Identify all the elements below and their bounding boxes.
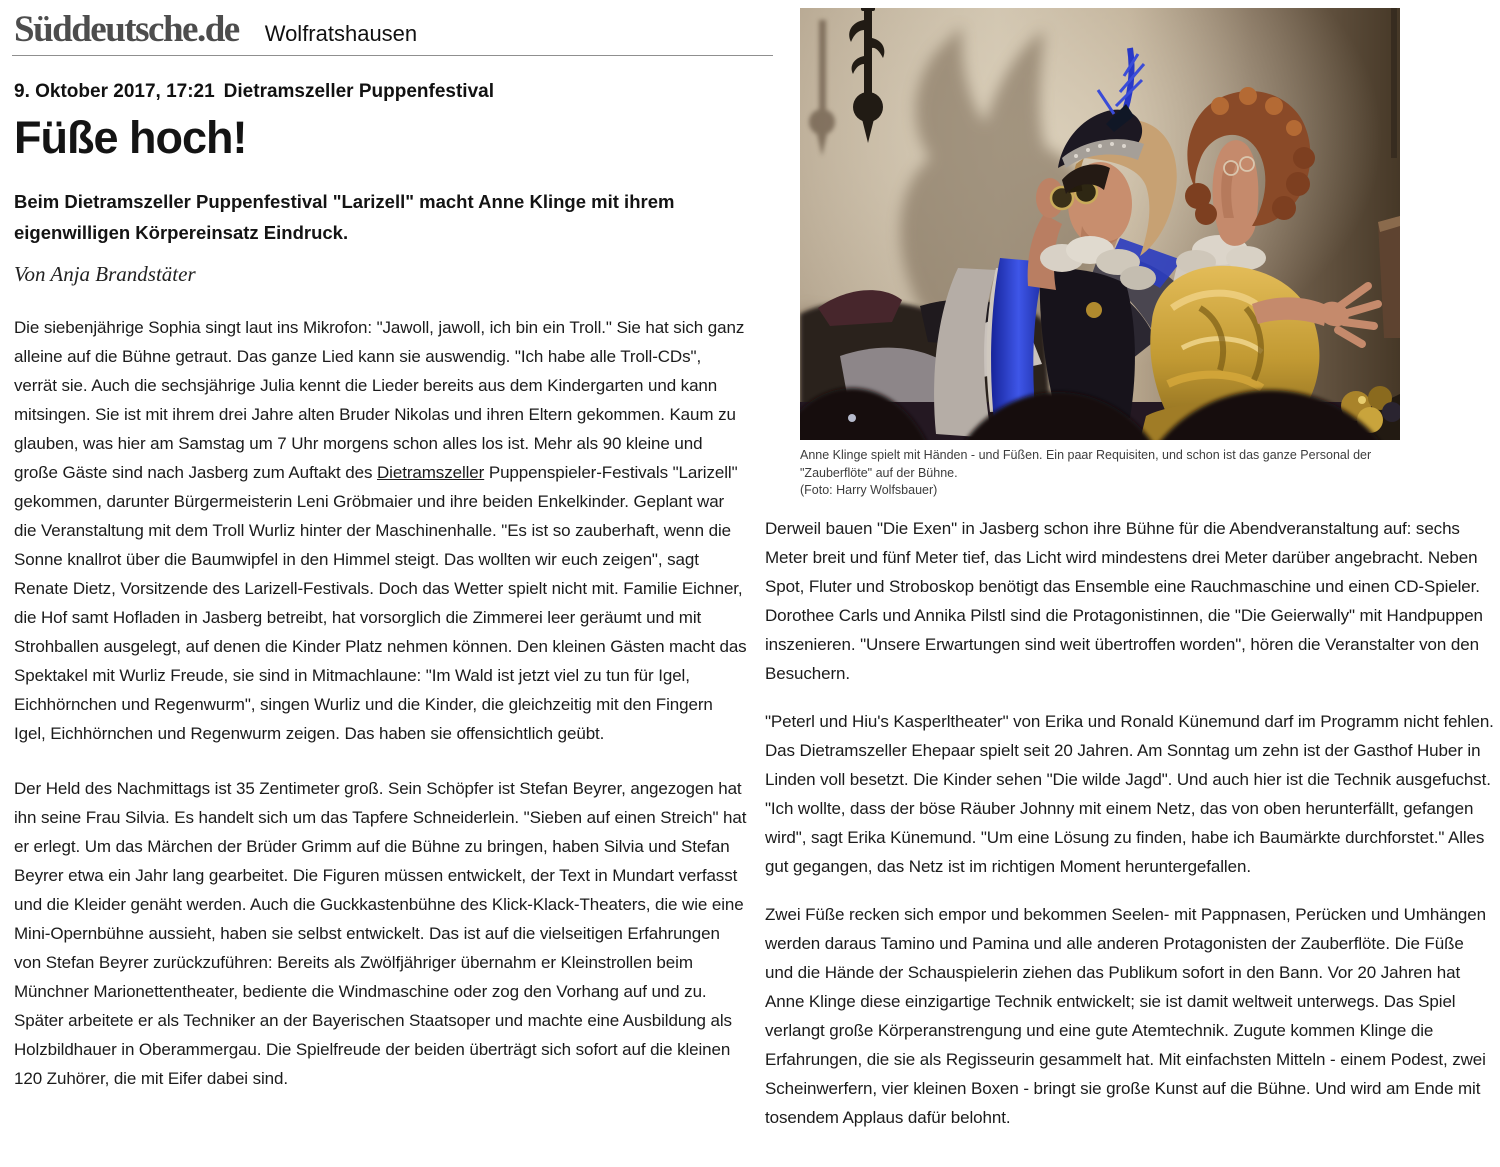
photo-caption (800, 447, 1400, 500)
sueddeutsche-logo[interactable]: Süddeutsche.de (14, 9, 239, 50)
article-paragraph-4: "Peterl und Hiu's Kasperltheater" von Erika und Ronald Künemund darf im Programm nicht fehlen. Das Dietramszeller Ehepaar spielt seit 20 Jahren. Am Sonntag um zehn ist der Gasthof Huber in Linden voll besetzt. Die Kinder sehen "Die wilde Jagd". Und auch hier ist die Technik ausgefuchst. "Ich wollte, dass der böse Räuber Johnny mit einem Netz, das von oben herunterfällt, gefangen wird", sagt Erika Künemund. "Um eine Lösung zu finden, habe ich Baumärkte durchforstet." Alles gut gegangen, das Netz ist im richtigen Moment heruntergefallen. (765, 711, 1494, 876)
article-paragraph-1 (14, 313, 747, 748)
article-left-column (14, 72, 747, 1093)
masthead (14, 8, 417, 51)
photo-caption-text: Anne Klinge spielt mit Händen - und Füßen. Ein paar Requisiten, und schon ist das ganze Personal der "Zauberflöte" auf der Bühne. (800, 448, 1372, 480)
photo-credit: (Foto: Harry Wolfsbauer) (800, 483, 938, 497)
article-date: 9. Oktober 2017, 17:21 (14, 81, 215, 102)
article-right-column (765, 0, 1494, 1132)
article-subheadline: Beim Dietramszeller Puppenfestival "Larizell" macht Anne Klinge mit ihrem eigenwilligen Körpereinsatz Eindruck. (14, 191, 675, 243)
article-figure (800, 8, 1400, 500)
header-divider (12, 55, 773, 56)
section-link-wolfratshausen[interactable]: Wolfratshausen (264, 21, 418, 46)
article-paragraph-5: Zwei Füße recken sich empor und bekommen Seelen- mit Pappnasen, Perücken und Umhängen werden daraus Tamino und Pamina und alle anderen Protagonisten der Zauberflöte. Die Füße und die Hände der Schauspielerin ziehen das Publikum sofort in den Bann. Vor 20 Jahren hat Anne Klinge diese einzigartige Technik entwickelt; sie ist damit weltweit unterwegs. Das Spiel verlangt große Körperanstrengung und eine gute Atemtechnik. Zugute kommen Klinge die Erfahrungen, die sie als Regisseurin gesammelt hat. Mit einfachsten Mitteln - einem Podest, zwei Scheinwerfern, vier kleinen Boxen - bringt sie große Kunst auf die Bühne. Und wird am Ende mit tosendem Applaus dafür belohnt. (765, 904, 1486, 1127)
audience-earring-glint (848, 414, 856, 422)
article-headline: Füße hoch! (14, 112, 247, 163)
dietramszeller-link[interactable]: Dietramszeller (376, 463, 485, 482)
article-byline: Von Anja Brandstäter (14, 262, 196, 286)
paragraph-1-text-after: Puppenspieler-Festivals "Larizell" gekommen, darunter Bürgermeisterin Leni Gröbmaier und ihre beiden Enkelkinder. Geplant war die Veranstaltung mit dem Troll Wurliz hinter der Maschinenhalle. "Es ist so zauberhaft, wenn die Sonne knallrot über die Baumwipfel in den Himmel steigt. Das wollten wir euch zeigen", sagt Renate Dietz, Vorsitzende des Larizell-Festivals. Doch das Wetter spielt nicht mit. Familie Eichner, die Hof samt Hofladen in Jasberg betreibt, hat vorsorglich die Zimmerei leer geräumt und mit Strohballen ausgelegt, auf denen die Kinder Platz nehmen können. Den kleinen Gästen macht das Spektakel mit Wurliz Freude, sie sind in Mitmachlaune: "Im Wald ist jetzt viel zu tun für Igel, Eichhörnchen und Regenwurm", singen Wurliz und die Kinder, die gleichzeitig mit den Fingern Igel, Eichhörnchen und Regenwurm zeigen. Das haben sie offensichtlich geübt. (14, 463, 747, 743)
article-paragraph-2: Der Held des Nachmittags ist 35 Zentimeter groß. Sein Schöpfer ist Stefan Beyrer, angezogen hat ihn seine Frau Silvia. Es handelt sich um das Tapfere Schneiderlein. "Sieben auf einen Streich" hat er erlegt. Um das Märchen der Brüder Grimm auf die Bühne zu bringen, haben Silvia und Stefan Beyrer etwa ein Jahr lang gearbeitet. Die Figuren müssen entwickelt, der Text in Mundart verfasst und die Kleider genäht werden. Auch die Guckkastenbühne des Klick-Klack-Theaters, die wie eine Mini-Opernbühne aussieht, haben sie selbst entwickelt. Das ist auf die vielseitigen Erfahrungen von Stefan Beyrer zurückzuführen: Bereits als Zwölfjähriger übernahm er Kleinstrollen beim Münchner Marionettentheater, bediente die Windmaschine oder zog den Vorhang auf und zu. Später arbeitete er als Techniker an der Bayerischen Staatsoper und machte eine Ausbildung als Holzbildhauer in Oberammergau. Die Spielfreude der beiden überträgt sich sofort auf die kleinen 120 Zuhörer, die mit Eifer dabei sind. (14, 779, 747, 1088)
article-paragraph-3: Derweil bauen "Die Exen" in Jasberg schon ihre Bühne für die Abendveranstaltung auf: sechs Meter breit und fünf Meter tief, das Licht wird mindestens drei Meter darüber angebracht. Neben Spot, Fluter und Stroboskop benötigt das Ensemble eine Rauchmaschine und einen CD-Spieler. Dorothee Carls und Annika Pilstl sind die Protagonistinnen, die "Die Geierwally" mit Handpuppen inszenieren. "Unsere Erwartungen sind weit übertroffen worden", hören die Veranstalter von den Besuchern. (765, 518, 1483, 683)
article-kicker (14, 80, 747, 104)
paragraph-1-text-before: Die siebenjährige Sophia singt laut ins Mikrofon: "Jawoll, jawoll, ich bin ein Troll." Sie hat sich ganz alleine auf die Bühne getraut. Das ganze Lied kann sie auswendig. "Ich habe alle Troll-CDs", verrät sie. Auch die sechsjährige Julia kennt die Lieder bereits aus dem Kindergarten und kann mitsingen. Sie ist mit ihrem drei Jahre alten Bruder Nikolas und ihren Eltern gekommen. Kaum zu glauben, was hier am Samstag um 7 Uhr morgens schon alles los ist. Mehr als 90 kleine und große Gäste sind nach Jasberg zum Auftakt des (14, 318, 745, 482)
article-photo (800, 8, 1400, 440)
kicker-topic: Dietramszeller Puppenfestival (223, 81, 494, 102)
